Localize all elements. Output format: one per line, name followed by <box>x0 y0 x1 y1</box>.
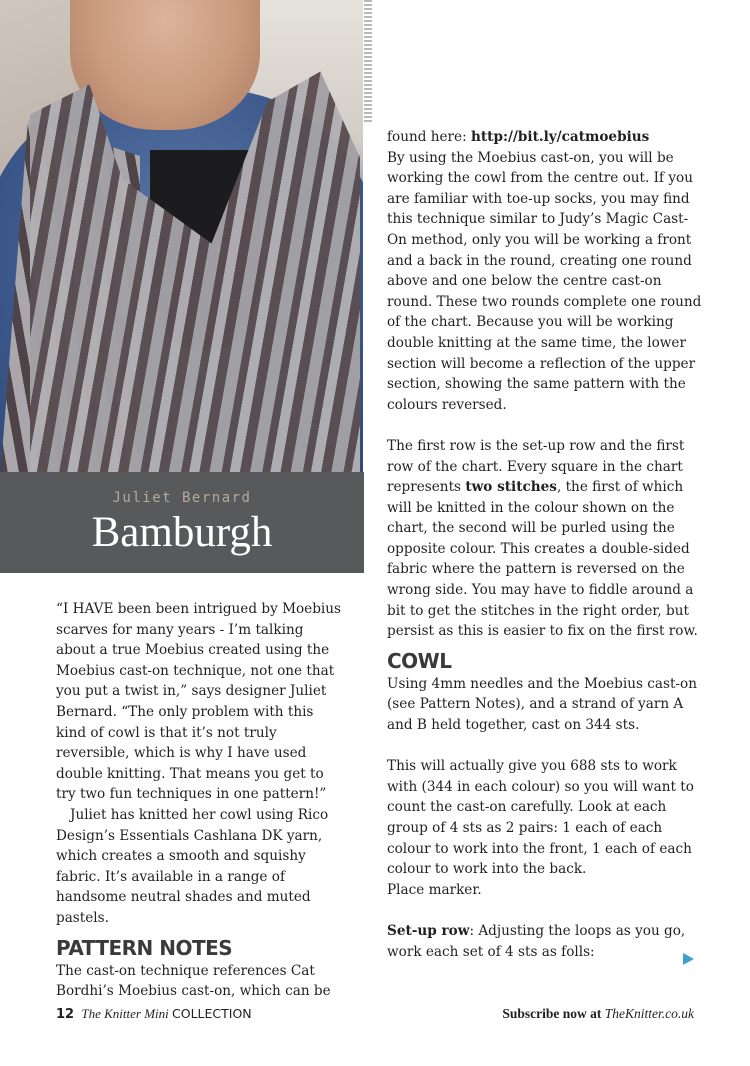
cast-on-paragraph: By using the Moebius cast-on, you will be working the cowl from the centre out. If you are familiar with toe-up socks, you may find this technique similar to Judy’s Magic Cast-On method, only you will be working a front and a back in the round, creating one round above and one below the centre cast-on round. These two rounds complete one round of the chart. Because you will be working double knitting at the same time, the lower section will become a reflection of the upper section, showing the same pattern with the colours reversed. <box>387 149 702 413</box>
setup-text-a: The first row is the set-up row and the first row of the chart. Every square in the chart represents <box>387 437 685 496</box>
right-column <box>387 127 702 962</box>
found-here-line <box>387 127 702 148</box>
decorative-stitch-edge <box>364 0 372 124</box>
subscribe-site-link[interactable]: TheKnitter.co.uk <box>604 1006 694 1021</box>
magazine-name: The Knitter <box>81 1006 141 1021</box>
intro-lead: “I HAVE <box>56 601 114 617</box>
pattern-notes-heading: PATTERN NOTES <box>56 935 233 960</box>
pattern-notes-text: The cast-on technique references Cat Bordhi’s Moebius cast-on, which can be <box>56 962 331 1000</box>
page-number: 12 <box>56 1007 75 1022</box>
pattern-title: Bamburgh <box>91 509 273 556</box>
setup-text-b: , the first of which will be knitted in the colour shown on the chart, the second will be purled using the opposite colour. This creates a double-sided fabric where the pattern is reversed on the wrong side. You may have to fiddle around a bit to get the stitches in the right order, but persist as this is easier to fix on the first row. <box>387 479 698 640</box>
magazine-collection: COLLECTION <box>172 1006 252 1021</box>
footer-left <box>56 1006 252 1022</box>
continue-arrow-icon <box>683 953 694 965</box>
setup-row-text: : Adjusting the loops as you go, work each set of 4 sts as folls: <box>387 922 686 960</box>
left-column <box>56 599 346 1002</box>
setup-row-paragraph <box>387 436 702 642</box>
subscribe-text: Subscribe now at <box>502 1006 605 1021</box>
setup-row <box>387 921 702 962</box>
paragraph-gap <box>387 736 702 757</box>
intro-text: been been intrigued by Moebius scarves for many years - I’m talking about a true Moebius created using the Moebius cast-on technique, not one that you put a twist in,” says designer Juliet Bernard. “The only problem with this kind of cowl is that it’s not truly reversible, which is why I have used double knitting. That means you get to try two fun techniques in one pattern!” <box>56 601 341 803</box>
two-stitches-bold: two stitches <box>465 479 557 496</box>
footer-subscribe <box>502 1006 694 1022</box>
cover-photo <box>0 0 363 472</box>
paragraph-gap <box>387 900 702 921</box>
found-here-prefix: found here: <box>387 129 471 145</box>
magazine-mini: Mini <box>140 1006 172 1021</box>
cowl-cast-on: Using 4mm needles and the Moebius cast-on (see Pattern Notes), and a strand of yarn A and B held together, cast on 344 sts. <box>387 675 697 734</box>
place-marker: Place marker. <box>387 881 482 898</box>
cowl-stitch-count: This will actually give you 688 sts to work with (344 in each colour) so you will want to count the cast-on carefully. Look at each group of 4 sts as 2 pairs: 1 each of each colour to work into the front, 1 each of each colour to work into the back. <box>387 758 694 878</box>
moebius-link[interactable]: http://bit.ly/catmoebius <box>471 129 650 145</box>
intro-paragraph <box>56 599 346 805</box>
intro-paragraph-2: Juliet has knitted her cowl using Rico Design’s Essentials Cashlana DK yarn, which creates a smooth and squishy fabric. It’s available in a range of handsome neutral shades and muted pastels. <box>56 806 329 926</box>
designer-name: Juliet Bernard <box>112 490 252 506</box>
cowl-heading: COWL <box>387 648 452 673</box>
paragraph-gap <box>387 415 702 436</box>
setup-row-label: Set-up row <box>387 922 470 939</box>
